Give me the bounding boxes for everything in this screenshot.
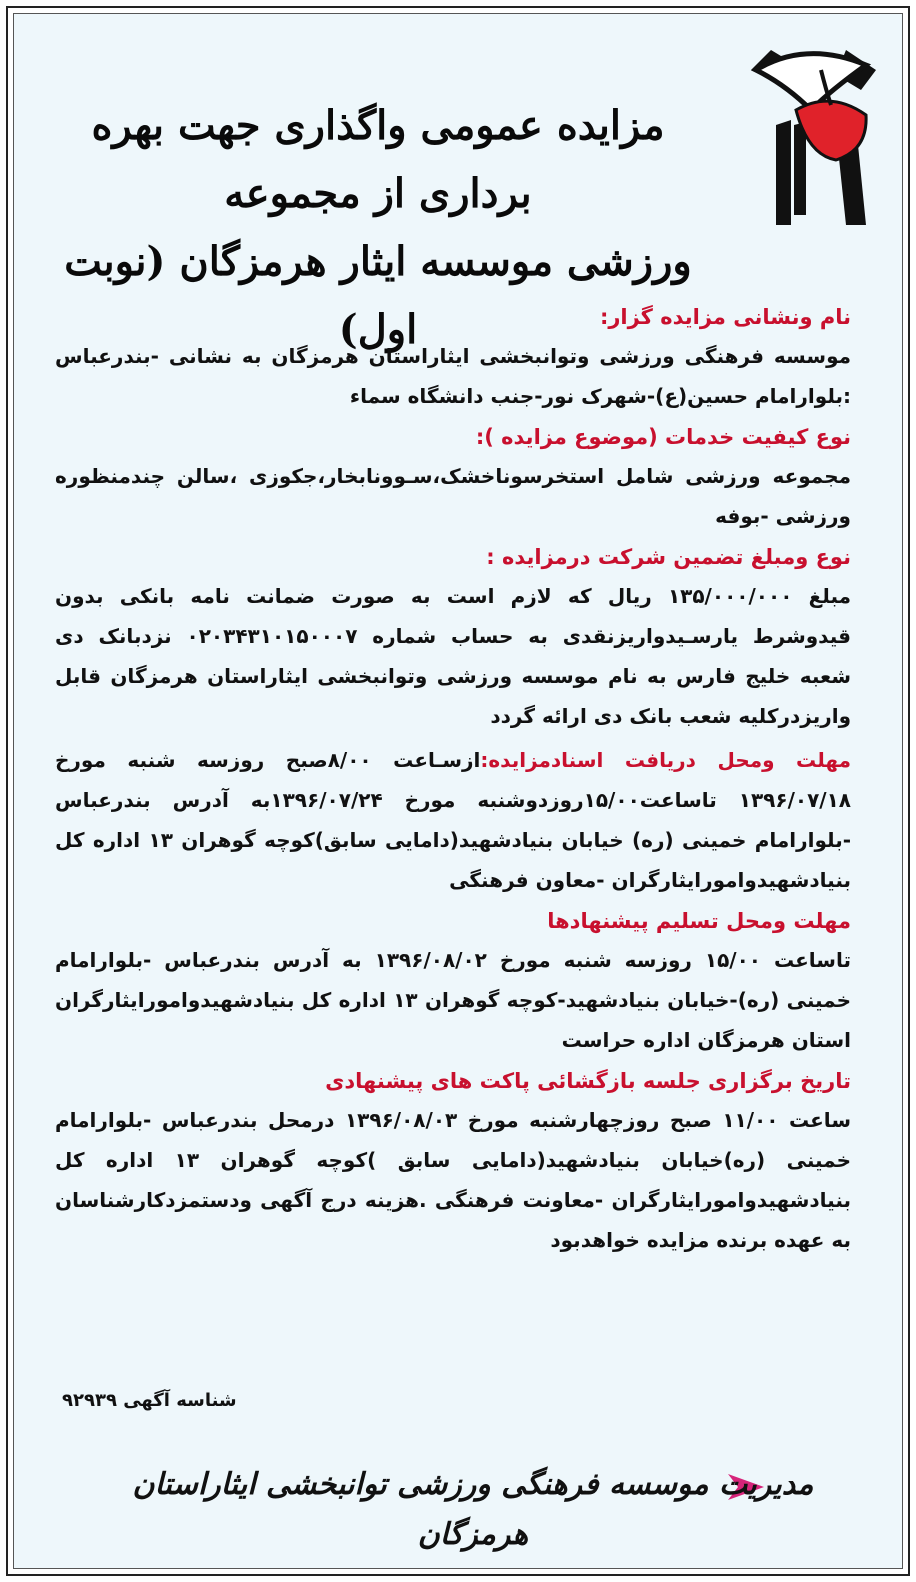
auctioneer-heading: نام ونشانی مزایده گزار: xyxy=(599,305,851,329)
guarantee-heading: نوع ومبلغ تضمین شرکت درمزایده : xyxy=(486,545,851,569)
title-line-2: ورزشی موسسه ایثار هرمزگان (نوبت اول) xyxy=(64,238,692,353)
submission-heading: مهلت ومحل تسلیم پیشنهادها xyxy=(547,909,851,933)
opening-session-text: ساعت ۱۱/۰۰ صبح روزچهارشنبه مورخ ۱۳۹۶/۰۸/۰۳ درمحل بندرعباس -بلوارامام خمینی (ره)خیابان بنیادشهید(دامایی سابق )کوچه گوهران ۱۳ اداره کل بنیادشهیدوامورایثارگران -معاونت فرهنگی .هزینه درج آگهی ودستمزدکارشناسان به عهده برنده مزایده خواهدبود xyxy=(55,1108,851,1252)
documents-heading: مهلت ومحل دریافت اسنادمزایده: xyxy=(480,748,851,772)
advertisement-body xyxy=(55,298,851,1264)
guarantee-text: مبلغ ۱۳۵/۰۰۰/۰۰۰ ریال که لازم است به صورت ضمانت نامه بانکی بدون قیدوشرط یارسـیدواریزنقدی به حساب شماره ۰۲۰۳۴۳۱۰۱۵۰۰۰۷ نزدبانک دی شعبه خلیج فارس به نام موسسه ورزشی وتوانبخشی ایثاراستان هرمزگان قابل واریزدرکلیه شعب بانک دی ارائه گردد xyxy=(55,584,851,728)
service-type-heading: نوع کیفیت خدمات (موضوع مزایده ): xyxy=(475,425,851,449)
title-line-1: مزایده عمومی واگذاری جهت بهره برداری از مجموعه xyxy=(91,102,665,217)
documents-paragraph xyxy=(55,740,851,900)
advertisement-id: شناسه آگهی ۹۲۹۳۹ xyxy=(62,1390,237,1411)
auctioneer-text: موسسه فرهنگی ورزشی وتوانبخشی ایثاراستان هرمزگان به نشانی -بندرعباس :بلوارامام حسین(ع)-شهرک نور-جنب دانشگاه سماء xyxy=(55,344,851,408)
organization-logo-icon xyxy=(736,30,886,230)
documents-text: ازسـاعت ۸/۰۰صبح روزسه شنبه مورخ ۱۳۹۶/۰۷/۱۸ تاساعت۱۵/۰۰روزدوشنبه مورخ ۱۳۹۶/۰۷/۲۴به آدرس بندرعباس -بلوارامام خمینی (ره) خیابان بنیادشهید(دامایی سابق)کوچه گوهران ۱۳ اداره کل بنیادشهیدوامورایثارگران -معاون فرهنگی xyxy=(55,748,852,892)
opening-session-heading: تاریخ برگزاری جلسه بازگشائی پاکت های پیشنهادی xyxy=(325,1069,851,1093)
service-type-text: مجموعه ورزشی شامل استخرسوناخشک،سـوونابخار،جکوزی ،سالن چندمنظوره ورزشی -بوفه xyxy=(55,464,851,528)
issuer-signature: مدیریت موسسه فرهنگی ورزشی توانبخشی ایثاراستان هرمزگان xyxy=(132,1467,814,1552)
submission-text: تاساعت ۱۵/۰۰ روزسه شنبه مورخ ۱۳۹۶/۰۸/۰۲ به آدرس بندرعباس -بلوارامام خمینی (ره)-خیابان بنیادشهید-کوچه گوهران ۱۳ اداره کل بنیادشهیدوامورایثارگران استان هرمزگان اداره حراست xyxy=(55,948,852,1052)
